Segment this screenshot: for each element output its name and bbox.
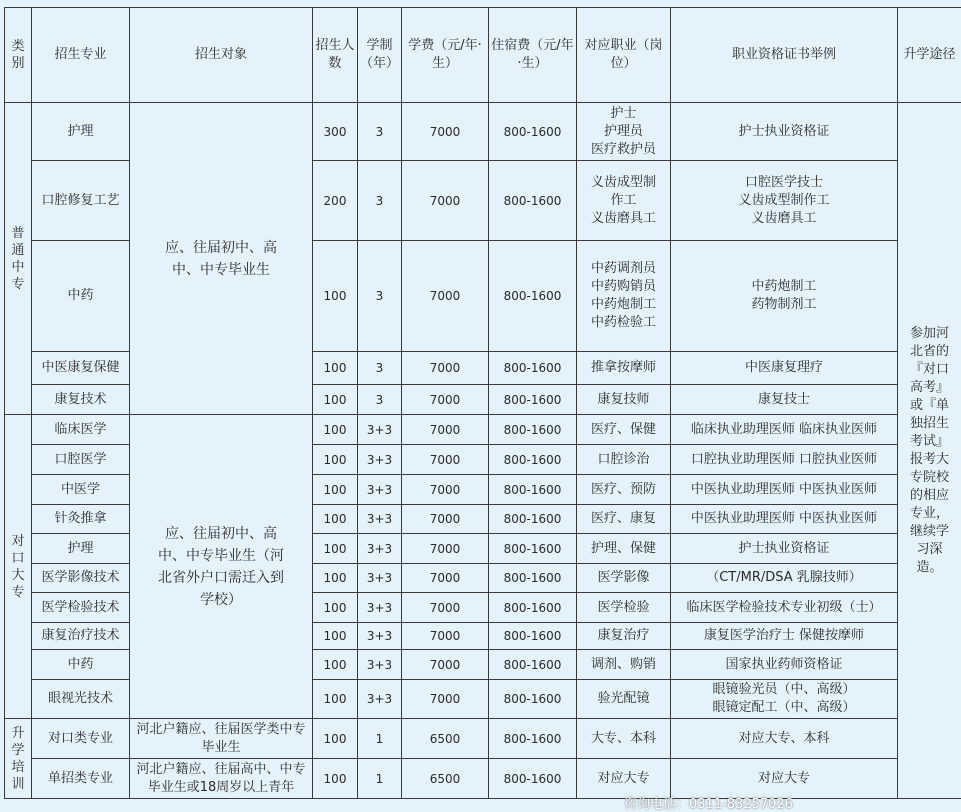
job-cell	[577, 650, 671, 680]
job-line: 调剂、购销	[579, 656, 668, 674]
major-cell: 护理	[32, 534, 130, 564]
cert-line: 义齿磨具工	[673, 210, 895, 228]
job-cell	[577, 719, 671, 759]
tuition-cell: 7000	[402, 650, 489, 680]
dorm-cell: 800-1600	[489, 759, 577, 799]
job-cell	[577, 593, 671, 623]
job-line: 验光配镜	[579, 690, 668, 708]
job-line: 医疗救护员	[579, 141, 668, 159]
duration-cell: 3	[358, 103, 402, 161]
major-cell: 康复技术	[32, 385, 130, 415]
major-cell: 中药	[32, 241, 130, 352]
count-cell: 100	[313, 680, 358, 719]
duration-cell: 3	[358, 241, 402, 352]
count-cell: 100	[313, 593, 358, 623]
tuition-cell: 7000	[402, 445, 489, 475]
cert-line: 护士执业资格证	[673, 540, 895, 558]
table-body	[5, 103, 961, 799]
header-duration: 学制（年）	[358, 8, 402, 103]
category-cell: 普通中专	[5, 103, 32, 415]
cert-cell	[671, 415, 898, 445]
job-cell	[577, 445, 671, 475]
cert-cell	[671, 352, 898, 385]
duration-cell: 3	[358, 385, 402, 415]
dorm-cell: 800-1600	[489, 650, 577, 680]
cert-line: 护士执业资格证	[673, 123, 895, 141]
tuition-cell: 7000	[402, 680, 489, 719]
tuition-cell: 7000	[402, 241, 489, 352]
job-line: 口腔诊治	[579, 451, 668, 469]
header-dorm: 住宿费（元/年·生）	[489, 8, 577, 103]
cert-line: 临床医学检验技术专业初级（士）	[673, 599, 895, 617]
contact-phone: 咨询电话：0311-83257026	[624, 793, 793, 812]
duration-cell: 3+3	[358, 650, 402, 680]
cert-line: 中医执业助理医师 中医执业医师	[673, 481, 895, 499]
header-path: 升学途径	[898, 8, 961, 103]
major-cell: 医学检验技术	[32, 593, 130, 623]
tuition-cell: 7000	[402, 475, 489, 505]
enrollment-table	[4, 7, 961, 799]
tuition-cell: 7000	[402, 534, 489, 564]
job-cell	[577, 475, 671, 505]
job-line: 护理、保健	[579, 540, 668, 558]
major-cell: 康复治疗技术	[32, 623, 130, 650]
duration-cell: 1	[358, 719, 402, 759]
job-line: 康复治疗	[579, 627, 668, 645]
header-count: 招生人数	[313, 8, 358, 103]
cert-line: 康复技士	[673, 391, 895, 409]
cert-line: 口腔医学技士	[673, 174, 895, 192]
cert-line: 康复医学治疗士 保健按摩师	[673, 627, 895, 645]
count-cell: 100	[313, 623, 358, 650]
count-cell: 100	[313, 352, 358, 385]
duration-cell: 3+3	[358, 505, 402, 534]
cert-cell	[671, 161, 898, 241]
job-line: 医学影像	[579, 569, 668, 587]
count-cell: 100	[313, 564, 358, 593]
job-cell	[577, 241, 671, 352]
major-cell: 口腔修复工艺	[32, 161, 130, 241]
job-line: 推拿按摩师	[579, 359, 668, 377]
tuition-cell: 7000	[402, 385, 489, 415]
duration-cell: 3	[358, 161, 402, 241]
job-cell	[577, 505, 671, 534]
count-cell: 100	[313, 759, 358, 799]
target-cell: 河北户籍应、往届医学类中专毕业生	[130, 719, 313, 759]
count-cell: 100	[313, 650, 358, 680]
category-cell: 升学培训	[5, 719, 32, 799]
cert-line: 口腔执业助理医师 口腔执业医师	[673, 451, 895, 469]
count-cell: 100	[313, 385, 358, 415]
dorm-cell: 800-1600	[489, 445, 577, 475]
table-row	[5, 719, 961, 759]
tuition-cell: 7000	[402, 564, 489, 593]
dorm-cell: 800-1600	[489, 415, 577, 445]
duration-cell: 3+3	[358, 475, 402, 505]
major-cell: 针灸推拿	[32, 505, 130, 534]
target-cell: 河北户籍应、往届高中、中专毕业生或18周岁以上青年	[130, 759, 313, 799]
major-cell: 对口类专业	[32, 719, 130, 759]
job-cell	[577, 415, 671, 445]
dorm-cell: 800-1600	[489, 352, 577, 385]
job-line: 义齿磨具工	[579, 210, 668, 228]
tuition-cell: 6500	[402, 719, 489, 759]
header-target: 招生对象	[130, 8, 313, 103]
duration-cell: 3+3	[358, 445, 402, 475]
path-cell: 参加河北省的『对口高考』或『单独招生考试』报考大专院校的相应专业，继续学习深造。	[898, 103, 961, 799]
dorm-cell: 800-1600	[489, 564, 577, 593]
cert-cell	[671, 505, 898, 534]
job-cell	[577, 534, 671, 564]
cert-cell	[671, 534, 898, 564]
job-cell	[577, 385, 671, 415]
cert-line: 中医康复理疗	[673, 359, 895, 377]
major-cell: 医学影像技术	[32, 564, 130, 593]
dorm-cell: 800-1600	[489, 241, 577, 352]
job-line: 中药调剂员	[579, 260, 668, 278]
header-row	[5, 8, 961, 103]
cert-cell	[671, 241, 898, 352]
tuition-cell: 7000	[402, 623, 489, 650]
header-job: 对应职业（岗位）	[577, 8, 671, 103]
cert-line: 义齿成型制作工	[673, 192, 895, 210]
count-cell: 100	[313, 719, 358, 759]
cert-line: 中医执业助理医师 中医执业医师	[673, 510, 895, 528]
job-cell	[577, 623, 671, 650]
job-cell	[577, 564, 671, 593]
dorm-cell: 800-1600	[489, 505, 577, 534]
cert-line: 中药炮制工	[673, 278, 895, 296]
target-cell: 应、往届初中、高中、中专毕业生（河北省外户口需迁入到学校）	[130, 415, 313, 719]
job-line: 护理员	[579, 123, 668, 141]
duration-cell: 3	[358, 352, 402, 385]
duration-cell: 3+3	[358, 415, 402, 445]
header-tuition: 学费（元/年·生）	[402, 8, 489, 103]
job-line: 作工	[579, 192, 668, 210]
count-cell: 100	[313, 505, 358, 534]
category-cell: 对口大专	[5, 415, 32, 719]
dorm-cell: 800-1600	[489, 719, 577, 759]
dorm-cell: 800-1600	[489, 385, 577, 415]
count-cell: 100	[313, 415, 358, 445]
count-cell: 300	[313, 103, 358, 161]
job-line: 医学检验	[579, 599, 668, 617]
cert-line: （CT/MR/DSA 乳腺技师）	[673, 569, 895, 587]
cert-cell	[671, 593, 898, 623]
major-cell: 口腔医学	[32, 445, 130, 475]
job-cell	[577, 680, 671, 719]
enrollment-table-wrapper	[4, 7, 961, 804]
major-cell: 中药	[32, 650, 130, 680]
job-line: 护士	[579, 105, 668, 123]
cert-cell	[671, 564, 898, 593]
job-line: 对应大专	[579, 770, 668, 788]
job-cell	[577, 103, 671, 161]
tuition-cell: 7000	[402, 593, 489, 623]
dorm-cell: 800-1600	[489, 103, 577, 161]
tuition-cell: 7000	[402, 103, 489, 161]
header-major: 招生专业	[32, 8, 130, 103]
duration-cell: 3+3	[358, 534, 402, 564]
count-cell: 100	[313, 445, 358, 475]
tuition-cell: 7000	[402, 505, 489, 534]
cert-cell	[671, 680, 898, 719]
cert-line: 眼镜验光员（中、高级）	[673, 681, 895, 699]
dorm-cell: 800-1600	[489, 534, 577, 564]
cert-line: 眼镜定配工（中、高级）	[673, 699, 895, 717]
job-line: 康复技师	[579, 391, 668, 409]
cert-line: 临床执业助理医师 临床执业医师	[673, 421, 895, 439]
dorm-cell: 800-1600	[489, 623, 577, 650]
count-cell: 100	[313, 241, 358, 352]
target-cell: 应、往届初中、高中、中专毕业生	[130, 103, 313, 415]
major-cell: 中医康复保健	[32, 352, 130, 385]
count-cell: 200	[313, 161, 358, 241]
duration-cell: 3+3	[358, 593, 402, 623]
job-line: 医疗、保健	[579, 421, 668, 439]
table-row	[5, 103, 961, 161]
count-cell: 100	[313, 475, 358, 505]
cert-line: 对应大专	[673, 770, 895, 788]
duration-cell: 3+3	[358, 564, 402, 593]
dorm-cell: 800-1600	[489, 593, 577, 623]
tuition-cell: 6500	[402, 759, 489, 799]
job-line: 中药购销员	[579, 278, 668, 296]
cert-cell	[671, 385, 898, 415]
cert-cell	[671, 103, 898, 161]
major-cell: 单招类专业	[32, 759, 130, 799]
major-cell: 中医学	[32, 475, 130, 505]
cert-line: 药物制剂工	[673, 296, 895, 314]
major-cell: 护理	[32, 103, 130, 161]
job-cell	[577, 161, 671, 241]
cert-cell	[671, 623, 898, 650]
cert-cell	[671, 445, 898, 475]
cert-cell	[671, 475, 898, 505]
table-row	[5, 759, 961, 799]
tuition-cell: 7000	[402, 352, 489, 385]
job-line: 义齿成型制	[579, 174, 668, 192]
duration-cell: 3+3	[358, 623, 402, 650]
major-cell: 临床医学	[32, 415, 130, 445]
tuition-cell: 7000	[402, 161, 489, 241]
job-cell	[577, 352, 671, 385]
job-line: 医疗、康复	[579, 510, 668, 528]
cert-cell	[671, 650, 898, 680]
tuition-cell: 7000	[402, 415, 489, 445]
job-line: 医疗、预防	[579, 481, 668, 499]
table-row	[5, 415, 961, 445]
job-line: 中药炮制工	[579, 296, 668, 314]
header-cert: 职业资格证书举例	[671, 8, 898, 103]
dorm-cell: 800-1600	[489, 475, 577, 505]
duration-cell: 1	[358, 759, 402, 799]
count-cell: 100	[313, 534, 358, 564]
dorm-cell: 800-1600	[489, 161, 577, 241]
job-line: 中药检验工	[579, 314, 668, 332]
cert-line: 对应大专、本科	[673, 730, 895, 748]
header-category: 类别	[5, 8, 32, 103]
major-cell: 眼视光技术	[32, 680, 130, 719]
duration-cell: 3+3	[358, 680, 402, 719]
cert-cell	[671, 719, 898, 759]
dorm-cell: 800-1600	[489, 680, 577, 719]
cert-line: 国家执业药师资格证	[673, 656, 895, 674]
job-line: 大专、本科	[579, 730, 668, 748]
